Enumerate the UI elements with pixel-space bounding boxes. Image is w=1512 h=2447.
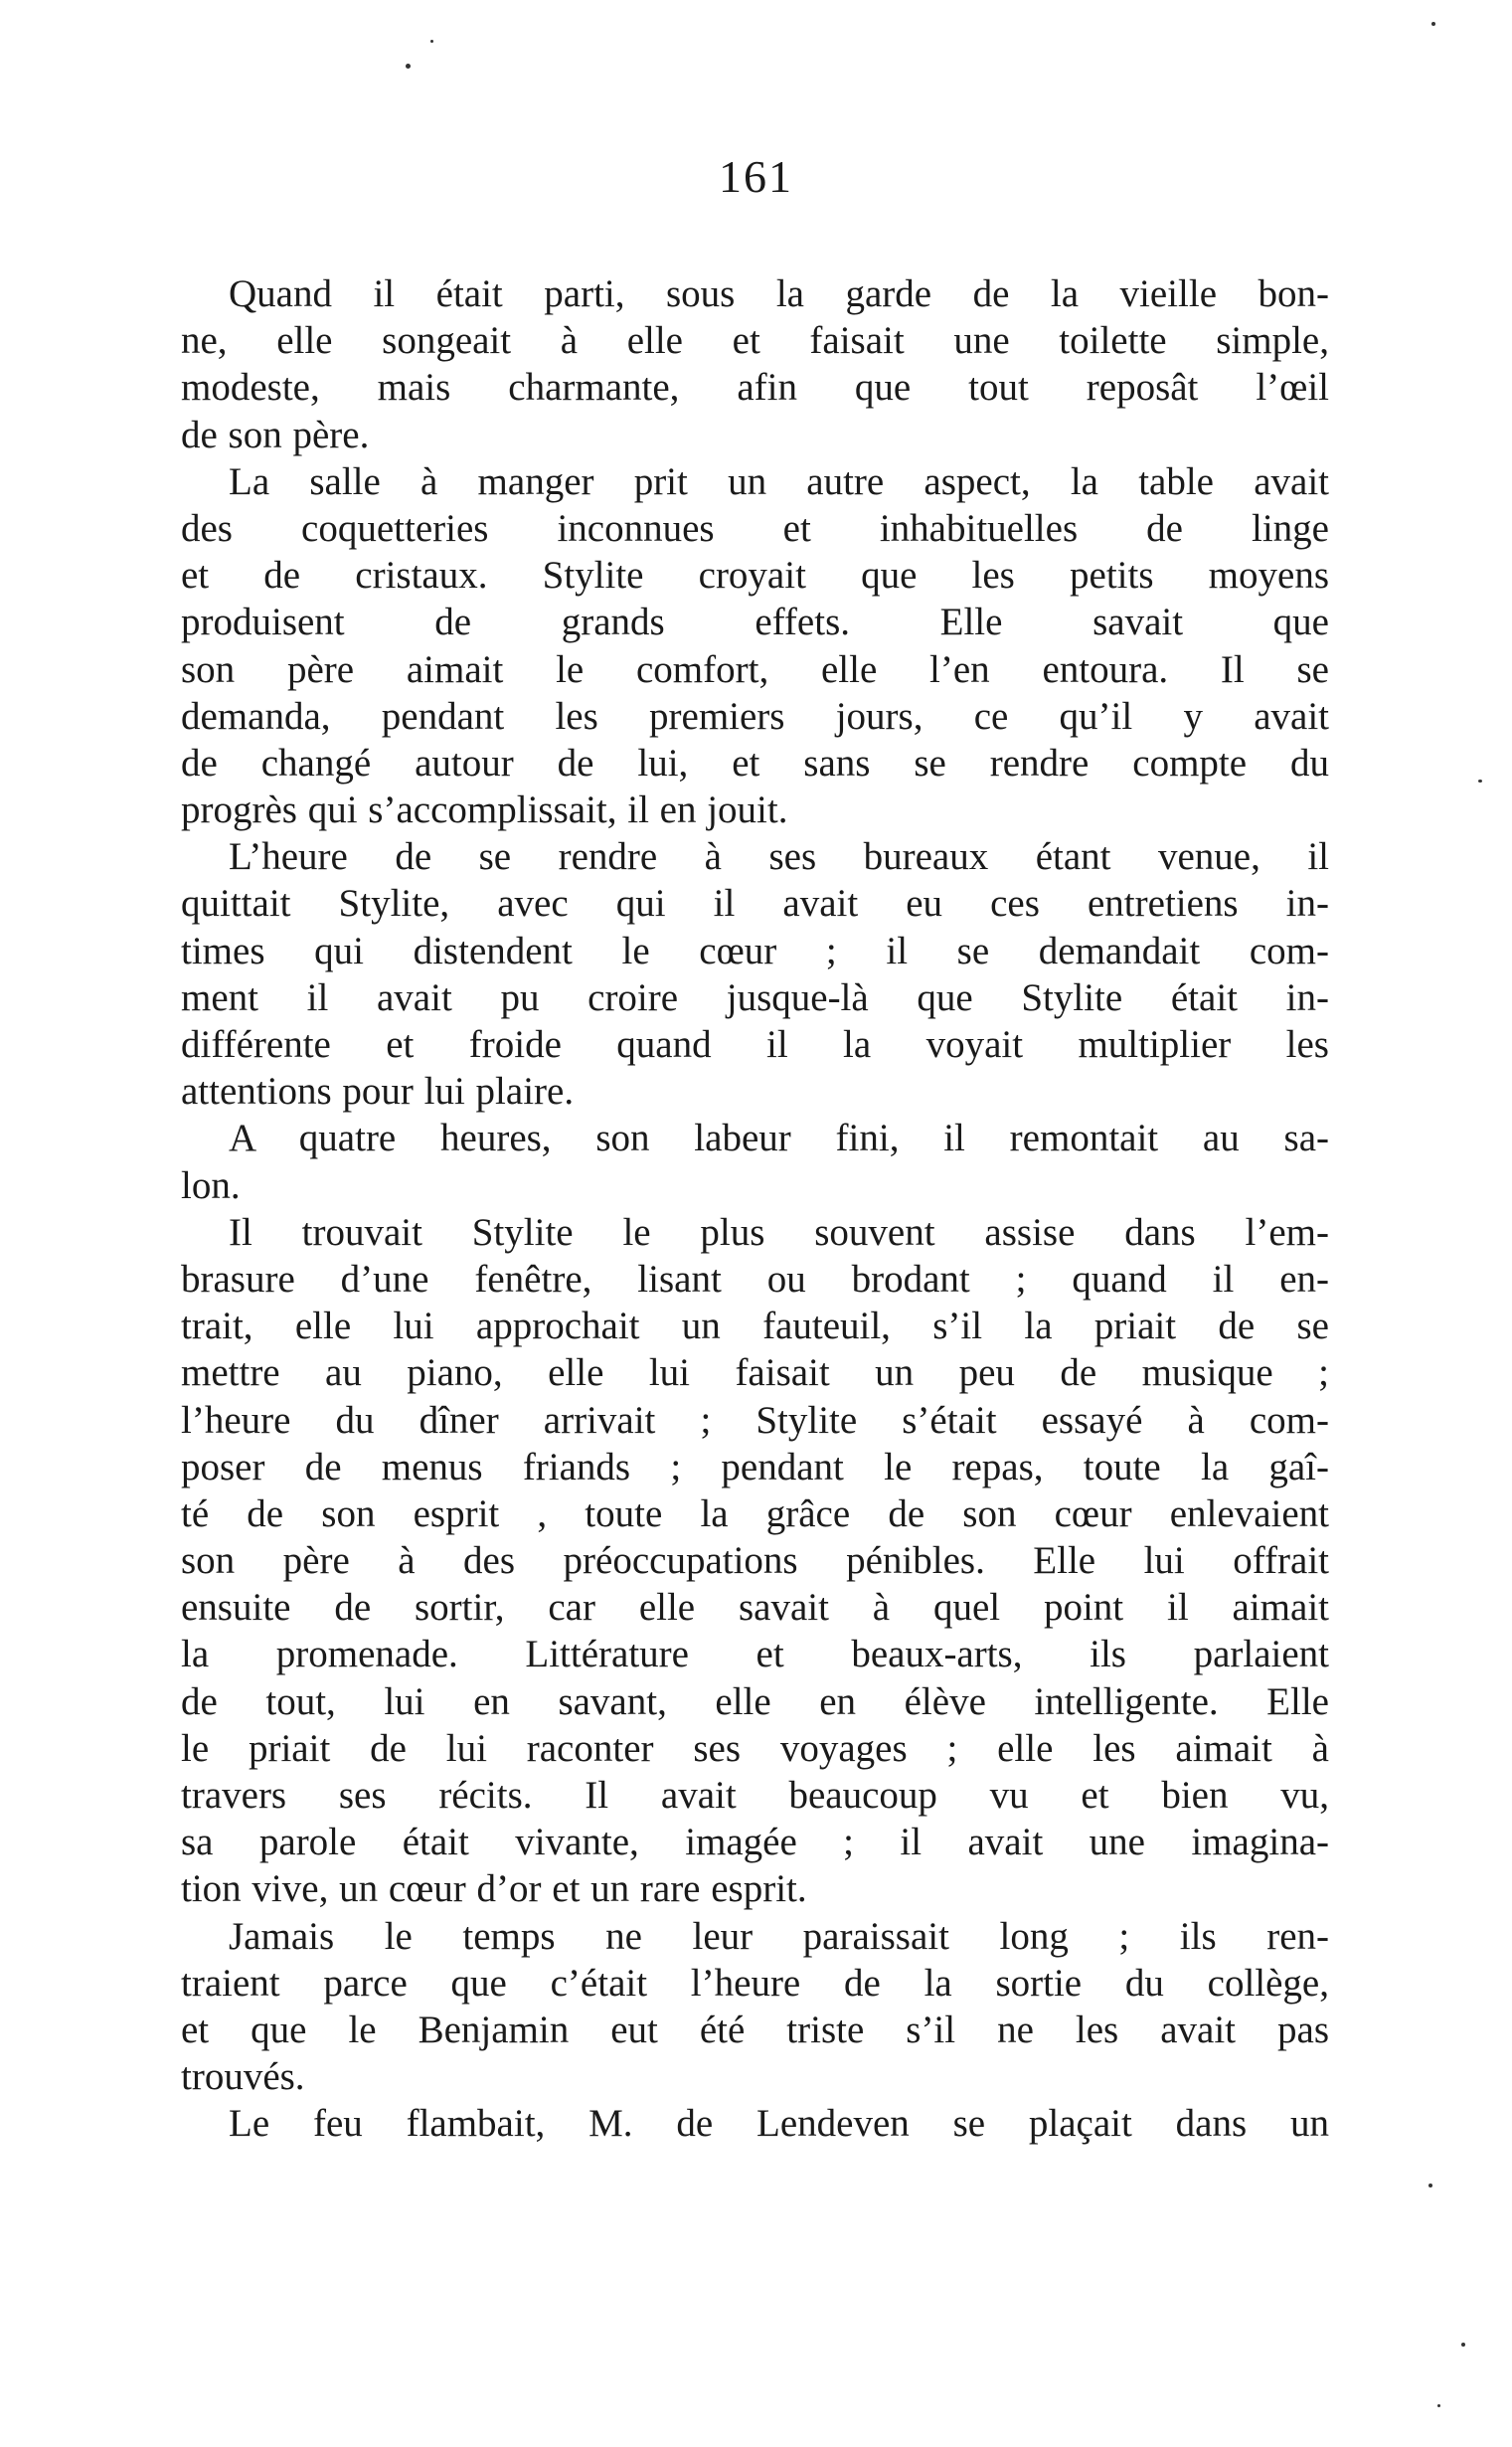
scan-speck [406, 64, 411, 69]
scan-speck [1437, 2404, 1440, 2407]
text-line: de tout, lui en savant, elle en élève intelligente. Elle [181, 1679, 1329, 1723]
text-line: ensuite de sortir, car elle savait à quel point il aimait [181, 1586, 1329, 1630]
text-line: Jamais le temps ne leur paraissait long ; ils ren- [229, 1914, 1329, 1958]
text-line: Le feu flambait, M. de Lendeven se plaçait dans un [229, 2102, 1329, 2146]
text-line: mettre au piano, elle lui faisait un peu de musique ; [181, 1351, 1329, 1395]
text-line: L’heure de se rendre à ses bureaux étant venue, il [229, 835, 1329, 879]
text-line: travers ses récits. Il avait beaucoup vu et bien vu, [181, 1774, 1329, 1817]
text-line: Quand il était parti, sous la garde de la vieille bon- [229, 272, 1329, 315]
text-line: brasure d’une fenêtre, lisant ou brodant ; quand il en- [181, 1257, 1329, 1301]
text-line: A quatre heures, son labeur fini, il remontait au sa- [229, 1117, 1329, 1160]
text-line: times qui distendent le cœur ; il se demandait com- [181, 929, 1329, 972]
text-line: produisent de grands effets. Elle savait que [181, 601, 1329, 644]
text-line: té de son esprit , toute la grâce de son cœur enlevaient [181, 1491, 1329, 1535]
text-line: modeste, mais charmante, afin que tout reposât l’œil [181, 366, 1329, 410]
text-line: le priait de lui raconter ses voyages ; elle les aimait à [181, 1726, 1329, 1770]
scan-speck [1478, 780, 1482, 783]
text-line: trouvés. [181, 2055, 305, 2099]
text-line: des coquetteries inconnues et inhabituelles de linge [181, 506, 1329, 550]
text-line: la promenade. Littérature et beaux-arts, ils parlaient [181, 1633, 1329, 1676]
scan-speck [1461, 2343, 1465, 2347]
text-line: son père à des préoccupations pénibles. Elle lui offrait [181, 1539, 1329, 1583]
text-line: sa parole était vivante, imagée ; il avait une imagina- [181, 1821, 1329, 1864]
text-line: son père aimait le comfort, elle l’en entoura. Il se [181, 647, 1329, 691]
text-line: progrès qui s’accomplissait, il en jouit. [181, 788, 788, 832]
text-line: traient parce que c’était l’heure de la sortie du collège, [181, 1961, 1329, 2005]
scan-speck [1428, 2184, 1432, 2187]
text-line: ne, elle songeait à elle et faisait une toilette simple, [181, 319, 1329, 363]
text-line: attentions pour lui plaire. [181, 1070, 575, 1114]
body-text [181, 270, 1329, 2148]
page-number: 161 [719, 151, 793, 202]
scan-speck [430, 40, 433, 43]
text-line: lon. [181, 1163, 241, 1207]
text-line: de son père. [181, 413, 370, 456]
text-line: trait, elle lui approchait un fauteuil, s’il la priait de se [181, 1305, 1329, 1348]
text-line: quittait Stylite, avec qui il avait eu ces entretiens in- [181, 882, 1329, 926]
text-line: demanda, pendant les premiers jours, ce qu’il y avait [181, 694, 1329, 738]
text-line: et de cristaux. Stylite croyait que les petits moyens [181, 554, 1329, 598]
text-line: tion vive, un cœur d’or et un rare esprit. [181, 1867, 807, 1911]
text-line: Il trouvait Stylite le plus souvent assise dans l’em- [229, 1210, 1329, 1254]
scan-speck [1431, 22, 1435, 26]
text-line: poser de menus friands ; pendant le repas, toute la gaî- [181, 1445, 1329, 1488]
text-line: et que le Benjamin eut été triste s’il ne les avait pas [181, 2008, 1329, 2051]
text-line: La salle à manger prit un autre aspect, la table avait [229, 459, 1329, 503]
text-line: l’heure du dîner arrivait ; Stylite s’était essayé à com- [181, 1398, 1329, 1442]
text-line: différente et froide quand il la voyait multiplier les [181, 1023, 1329, 1066]
text-line: ment il avait pu croire jusque-là que Stylite était in- [181, 975, 1329, 1019]
text-line: de changé autour de lui, et sans se rendre compte du [181, 741, 1329, 785]
